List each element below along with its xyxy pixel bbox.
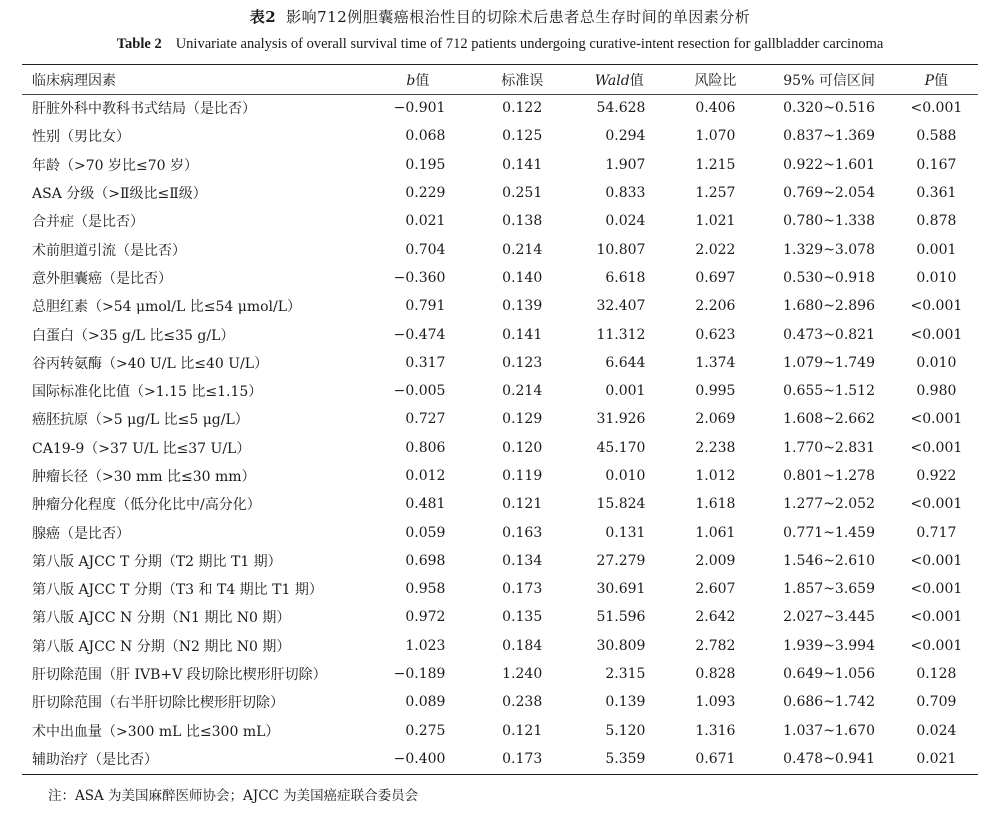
cell-confidence-interval: 0.473~0.821: [783, 326, 875, 343]
cell-p-value: <0.001: [910, 100, 963, 117]
cell-p-value: <0.001: [910, 411, 963, 428]
cell-factor: 癌胚抗原（>5 μg/L 比≤5 μg/L）: [32, 412, 249, 429]
cell-hazard-ratio: 1.012: [695, 468, 736, 484]
cell-wald-value: 0.139: [605, 694, 646, 711]
cell-standard-error: 0.214: [502, 241, 543, 258]
cell-factor: 第八版 AJCC T 分期（T2 期比 T1 期）: [32, 553, 282, 570]
cell-hazard-ratio: 2.782: [695, 637, 736, 654]
cell-confidence-interval: 0.320~0.516: [783, 100, 875, 117]
cell-confidence-interval: 1.329~3.078: [783, 241, 875, 258]
cell-wald-value: 1.907: [605, 156, 646, 173]
cell-factor: 总胆红素（>54 μmol/L 比≤54 μmol/L）: [32, 299, 302, 316]
table-row: [22, 688, 978, 716]
cell-factor: 第八版 AJCC N 分期（N2 期比 N0 期）: [32, 638, 291, 655]
cell-standard-error: 0.121: [502, 496, 543, 513]
cell-factor: 年龄（>70 岁比≤70 岁）: [32, 157, 198, 174]
cell-factor: 国际标准化比值（>1.15 比≤1.15）: [32, 384, 263, 401]
cell-confidence-interval: 1.277~2.052: [783, 496, 875, 513]
header-b: [362, 65, 473, 94]
cell-confidence-interval: 1.546~2.610: [783, 552, 875, 569]
cell-confidence-interval: 0.686~1.742: [783, 694, 875, 711]
cell-b-value: −0.189: [393, 666, 446, 683]
header-se: 标准误: [501, 72, 544, 89]
cell-factor: 白蛋白（>35 g/L 比≤35 g/L）: [32, 327, 235, 344]
cell-b-value: 0.275: [405, 722, 446, 739]
header-factor: 临床病理因素: [32, 72, 116, 89]
cell-b-value: −0.005: [393, 383, 446, 400]
cell-b-value: 0.229: [405, 185, 446, 202]
cell-wald-value: 30.809: [596, 637, 646, 654]
cell-p-value: 0.010: [916, 269, 957, 286]
cell-wald-value: 32.407: [596, 298, 646, 315]
cell-hazard-ratio: 0.623: [695, 326, 736, 343]
cell-confidence-interval: 1.079~1.749: [783, 354, 875, 371]
cell-p-value: <0.001: [910, 581, 963, 598]
cell-confidence-interval: 0.649~1.056: [783, 666, 875, 683]
cell-p-value: <0.001: [910, 439, 963, 456]
cell-hazard-ratio: 0.828: [695, 666, 736, 683]
cell-b-value: −0.400: [393, 750, 446, 767]
header-hr: 风险比: [694, 72, 737, 89]
table-row: [22, 547, 978, 575]
cell-b-value: 0.021: [405, 213, 446, 230]
cell-standard-error: 0.123: [502, 354, 543, 371]
cell-factor: 术中出血量（>300 mL 比≤300 mL）: [32, 723, 280, 740]
table-row: [22, 434, 978, 462]
table-row: [22, 264, 978, 292]
cell-hazard-ratio: 1.257: [695, 185, 736, 202]
table-row: [22, 151, 978, 179]
cell-factor: 肿瘤长径（>30 mm 比≤30 mm）: [32, 469, 256, 485]
table-number-en: Table 2: [116, 36, 162, 52]
table-row: [22, 405, 978, 433]
table-row: [22, 320, 978, 348]
cell-hazard-ratio: 2.009: [695, 552, 736, 569]
header-ci: 95% 可信区间: [783, 72, 875, 89]
cell-standard-error: 0.121: [502, 722, 543, 739]
cell-standard-error: 0.122: [502, 100, 543, 117]
cell-p-value: 0.128: [916, 666, 957, 683]
cell-p-value: 0.717: [916, 524, 957, 541]
cell-confidence-interval: 0.837~1.369: [783, 128, 875, 145]
cell-b-value: −0.474: [393, 326, 446, 343]
cell-b-value: 0.089: [405, 694, 446, 711]
table-row: [22, 745, 978, 773]
table-row: [22, 462, 978, 490]
cell-wald-value: 45.170: [596, 439, 646, 456]
cell-hazard-ratio: 2.069: [695, 411, 736, 428]
table-caption-cn: 影响712例胆囊癌根治性目的切除术后患者总生存时间的单因素分析: [286, 8, 751, 26]
cell-hazard-ratio: 1.618: [695, 496, 736, 513]
cell-standard-error: 0.135: [502, 609, 543, 626]
cell-standard-error: 0.173: [502, 581, 543, 598]
cell-confidence-interval: 2.027~3.445: [783, 609, 875, 626]
cell-b-value: 0.958: [405, 581, 446, 598]
cell-standard-error: 0.140: [502, 269, 543, 286]
cell-b-value: 1.023: [405, 637, 446, 654]
cell-standard-error: 0.251: [502, 185, 543, 202]
cell-hazard-ratio: 2.642: [695, 609, 736, 626]
cell-hazard-ratio: 1.215: [695, 156, 736, 173]
cell-p-value: 0.167: [916, 156, 957, 173]
table-caption-en: Univariate analysis of overall survival time of 712 patients undergoing curative-intent resection for gallbladder carcinoma: [175, 36, 884, 52]
header-b-symbol: b: [406, 72, 416, 89]
cell-p-value: <0.001: [910, 552, 963, 569]
cell-b-value: 0.195: [405, 156, 446, 173]
cell-factor: 腺癌（是比否）: [32, 525, 130, 542]
cell-wald-value: 0.010: [605, 468, 646, 484]
table-body: [22, 94, 978, 773]
cell-standard-error: 0.173: [502, 750, 543, 767]
table-row: [22, 349, 978, 377]
cell-wald-value: 27.279: [596, 552, 646, 569]
table-number-cn: 表2: [249, 8, 277, 26]
table-row: [22, 660, 978, 688]
cell-b-value: 0.972: [405, 609, 446, 626]
cell-standard-error: 0.138: [502, 213, 543, 230]
table-row: [22, 603, 978, 631]
cell-wald-value: 10.807: [596, 241, 646, 258]
table-row: [22, 717, 978, 745]
cell-b-value: 0.317: [405, 354, 446, 371]
header-wald: [571, 65, 667, 94]
cell-factor: 术前胆道引流（是比否）: [32, 242, 186, 259]
cell-p-value: <0.001: [910, 496, 963, 513]
cell-b-value: 0.059: [405, 524, 446, 541]
table-row: [22, 235, 978, 263]
cell-b-value: 0.481: [405, 496, 446, 513]
cell-b-value: 0.698: [405, 552, 446, 569]
cell-confidence-interval: 0.922~1.601: [783, 156, 875, 173]
table-bottom-rule: [22, 774, 978, 775]
cell-confidence-interval: 0.478~0.941: [783, 750, 875, 767]
table-row: [22, 179, 978, 207]
cell-hazard-ratio: 1.093: [695, 694, 736, 711]
cell-wald-value: 54.628: [596, 100, 646, 117]
cell-standard-error: 0.139: [502, 298, 543, 315]
cell-p-value: <0.001: [910, 609, 963, 626]
table-footnote: 注：ASA 为美国麻醉医师协会；AJCC 为美国癌症联合委员会: [48, 788, 419, 804]
cell-b-value: −0.360: [393, 269, 446, 286]
cell-wald-value: 0.833: [605, 185, 646, 202]
cell-hazard-ratio: 1.021: [695, 213, 736, 230]
cell-confidence-interval: 1.680~2.896: [783, 298, 875, 315]
cell-standard-error: 0.184: [502, 637, 543, 654]
cell-standard-error: 0.125: [502, 128, 543, 145]
cell-hazard-ratio: 2.206: [695, 298, 736, 315]
univariate-table: [22, 65, 978, 773]
cell-p-value: 0.010: [916, 354, 957, 371]
cell-confidence-interval: 0.771~1.459: [783, 524, 875, 541]
cell-p-value: 0.021: [916, 750, 957, 767]
table-title-cn: [0, 6, 1000, 27]
cell-factor: CA19-9（>37 U/L 比≤37 U/L）: [32, 440, 251, 457]
cell-wald-value: 51.596: [596, 609, 646, 626]
cell-factor: 第八版 AJCC N 分期（N1 期比 N0 期）: [32, 610, 291, 627]
cell-hazard-ratio: 2.607: [695, 581, 736, 598]
table-row: [22, 292, 978, 320]
table-row: [22, 377, 978, 405]
cell-confidence-interval: 0.780~1.338: [783, 213, 875, 230]
cell-confidence-interval: 1.857~3.659: [783, 581, 875, 598]
cell-factor: 第八版 AJCC T 分期（T3 和 T4 期比 T1 期）: [32, 582, 323, 599]
table-row: [22, 94, 978, 122]
cell-factor: 合并症（是比否）: [32, 214, 144, 231]
cell-standard-error: 0.129: [502, 411, 543, 428]
cell-hazard-ratio: 1.061: [695, 524, 736, 541]
cell-standard-error: 0.214: [502, 383, 543, 400]
cell-factor: 谷丙转氨酶（>40 U/L 比≤40 U/L）: [32, 355, 269, 372]
cell-wald-value: 5.359: [605, 750, 646, 767]
cell-hazard-ratio: 1.374: [695, 354, 736, 371]
table-row: [22, 207, 978, 235]
header-wald-suffix: 值: [629, 72, 644, 89]
cell-confidence-interval: 1.608~2.662: [783, 411, 875, 428]
cell-p-value: 0.922: [916, 468, 957, 484]
cell-confidence-interval: 0.655~1.512: [783, 383, 875, 400]
cell-confidence-interval: 1.939~3.994: [783, 637, 875, 654]
table-row: [22, 575, 978, 603]
header-wald-symbol: Wald: [594, 72, 630, 89]
header-b-suffix: 值: [415, 72, 430, 89]
cell-b-value: 0.791: [405, 298, 446, 315]
cell-standard-error: 1.240: [502, 666, 543, 683]
cell-factor: 性别（男比女）: [32, 129, 130, 146]
cell-p-value: <0.001: [910, 326, 963, 343]
cell-hazard-ratio: 0.697: [695, 269, 736, 286]
cell-wald-value: 0.294: [605, 128, 646, 145]
cell-factor: 辅助治疗（是比否）: [32, 751, 158, 768]
cell-confidence-interval: 0.769~2.054: [783, 185, 875, 202]
cell-confidence-interval: 1.037~1.670: [783, 722, 875, 739]
cell-p-value: 0.588: [916, 128, 957, 145]
cell-wald-value: 0.024: [605, 213, 646, 230]
cell-wald-value: 5.120: [605, 722, 646, 739]
cell-confidence-interval: 1.770~2.831: [783, 439, 875, 456]
cell-p-value: <0.001: [910, 298, 963, 315]
cell-wald-value: 30.691: [596, 581, 646, 598]
table-row: [22, 490, 978, 518]
cell-factor: 肿瘤分化程度（低分化比中/高分化）: [32, 497, 261, 514]
cell-standard-error: 0.141: [502, 326, 543, 343]
cell-standard-error: 0.141: [502, 156, 543, 173]
cell-hazard-ratio: 2.238: [695, 439, 736, 456]
cell-p-value: 0.361: [916, 185, 957, 202]
cell-standard-error: 0.238: [502, 694, 543, 711]
cell-factor: 肝切除范围（肝 IVB+V 段切除比楔形肝切除）: [32, 667, 327, 684]
cell-wald-value: 31.926: [596, 411, 646, 428]
cell-factor: 意外胆囊癌（是比否）: [32, 270, 172, 287]
cell-wald-value: 15.824: [596, 496, 646, 513]
cell-standard-error: 0.120: [502, 439, 543, 456]
cell-b-value: 0.012: [405, 468, 446, 484]
cell-factor: 肝脏外科中教科书式结局（是比否）: [32, 101, 256, 118]
cell-b-value: 0.806: [405, 439, 446, 456]
cell-factor: ASA 分级（>Ⅱ级比≤Ⅱ级）: [32, 186, 207, 203]
cell-hazard-ratio: 2.022: [695, 241, 736, 258]
cell-hazard-ratio: 0.406: [695, 100, 736, 117]
header-p: [895, 65, 978, 94]
cell-hazard-ratio: 1.070: [695, 128, 736, 145]
cell-p-value: 0.878: [916, 213, 957, 230]
cell-wald-value: 0.001: [605, 383, 646, 400]
cell-p-value: 0.024: [916, 722, 957, 739]
cell-wald-value: 11.312: [596, 326, 646, 343]
header-p-suffix: 值: [934, 72, 949, 89]
table-title-en: [0, 36, 1000, 53]
cell-hazard-ratio: 1.316: [695, 722, 736, 739]
cell-hazard-ratio: 0.995: [695, 383, 736, 400]
cell-confidence-interval: 0.801~1.278: [783, 468, 875, 484]
cell-wald-value: 6.644: [605, 354, 646, 371]
cell-p-value: 0.980: [916, 383, 957, 400]
cell-wald-value: 0.131: [605, 524, 646, 541]
cell-standard-error: 0.134: [502, 552, 543, 569]
cell-factor: 肝切除范围（右半肝切除比楔形肝切除）: [32, 695, 284, 712]
table-row: [22, 518, 978, 546]
cell-standard-error: 0.163: [502, 524, 543, 541]
cell-b-value: 0.727: [405, 411, 446, 428]
cell-b-value: 0.704: [405, 241, 446, 258]
header-p-symbol: P: [924, 72, 935, 89]
cell-b-value: −0.901: [393, 100, 446, 117]
cell-b-value: 0.068: [405, 128, 446, 145]
cell-wald-value: 2.315: [605, 666, 646, 683]
cell-hazard-ratio: 0.671: [695, 750, 736, 767]
cell-standard-error: 0.119: [502, 468, 543, 484]
table-row: [22, 632, 978, 660]
table-header-row: [22, 65, 978, 94]
cell-p-value: 0.001: [916, 241, 957, 258]
cell-wald-value: 6.618: [605, 269, 646, 286]
cell-p-value: 0.709: [916, 694, 957, 711]
cell-p-value: <0.001: [910, 637, 963, 654]
table-row: [22, 122, 978, 150]
cell-confidence-interval: 0.530~0.918: [783, 269, 875, 286]
